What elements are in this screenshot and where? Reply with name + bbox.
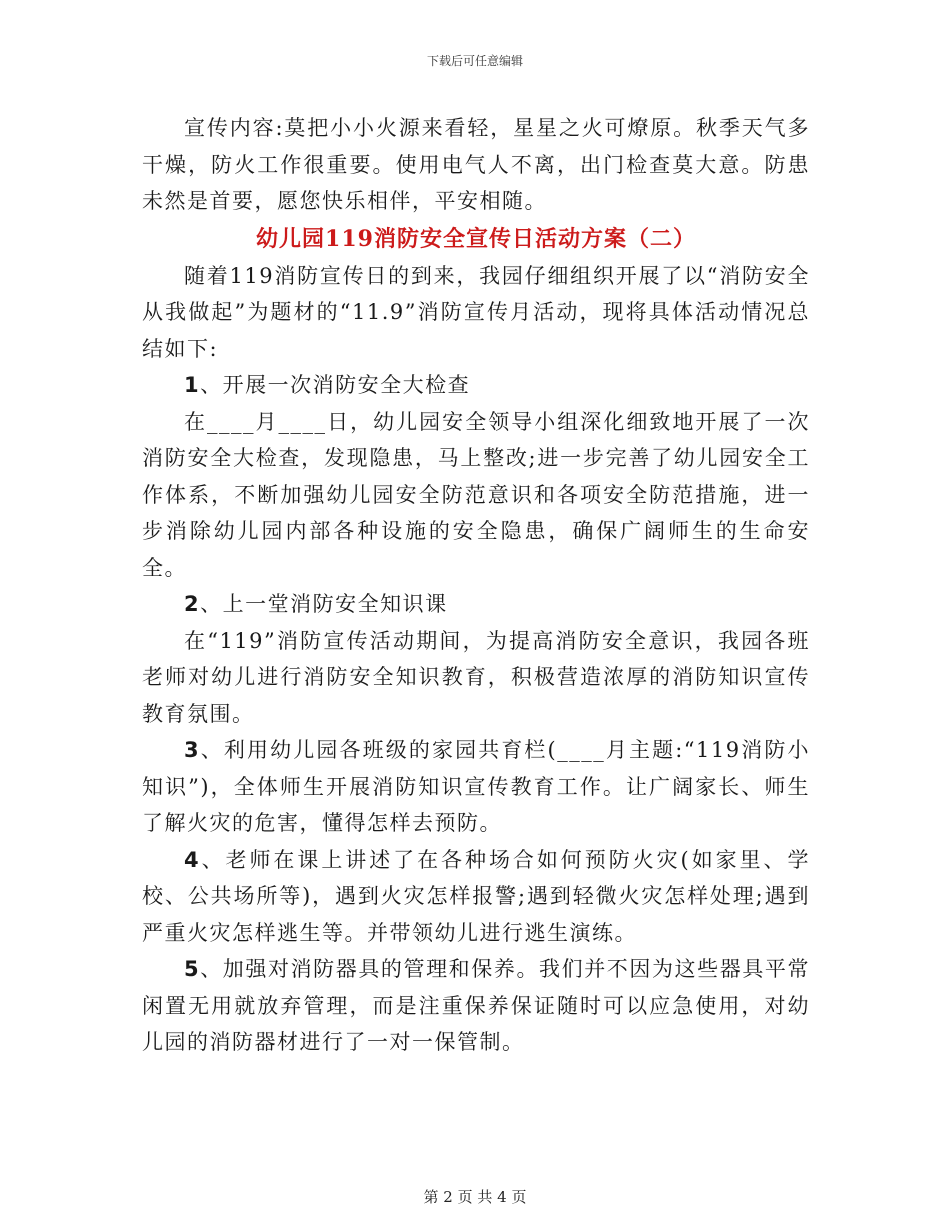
item-5-text: 、加强对消防器具的管理和保养。我们并不因为这些器具平常闲置无用就放弃管理，而是注重保养保证随时可以应急使用，对幼儿园的消防器材进行了一对一保管制。 bbox=[142, 957, 810, 1054]
item-2-heading bbox=[142, 586, 810, 623]
item-1-heading-text: 、开展一次消防安全大检查 bbox=[200, 373, 471, 397]
item-3-text: 、利用幼儿园各班级的家园共育栏(____月主题:“119消防小知识”)，全体师生开展消防知识宣传教育工作。让广阔家长、师生了解火灾的危害，懂得怎样去预防。 bbox=[142, 738, 810, 835]
page-header: 下载后可任意编辑 bbox=[426, 54, 523, 68]
item-3-paragraph bbox=[142, 732, 810, 842]
summary-paragraph: 随着119消防宣传日的到来，我园仔细组织开展了以“消防安全从我做起”为题材的“11.9”消防宣传月活动，现将具体活动情况总结如下: bbox=[142, 263, 810, 361]
item-1-heading bbox=[142, 367, 810, 404]
item-2-paragraph: 在“119”消防宣传活动期间，为提高消防安全意识，我园各班老师对幼儿进行消防安全知识教育，积极营造浓厚的消防知识宣传教育氛围。 bbox=[142, 628, 810, 726]
item-1-number: 1 bbox=[184, 373, 201, 397]
intro-paragraph: 宣传内容:莫把小小火源来看轻，星星之火可燎原。秋季天气多干燥，防火工作很重要。使用电气人不离，出门检查莫大意。防患未然是首要，愿您快乐相伴，平安相随。 bbox=[142, 116, 810, 213]
item-4-text: 、老师在课上讲述了在各种场合如何预防火灾(如家里、学校、公共场所等)，遇到火灾怎样报警;遇到轻微火灾怎样处理;遇到严重火灾怎样逃生等。并带领幼儿进行逃生演练。 bbox=[142, 847, 810, 945]
item-4-paragraph bbox=[142, 842, 810, 952]
item-2-heading-text: 、上一堂消防安全知识课 bbox=[200, 592, 448, 616]
item-2-number: 2 bbox=[184, 592, 201, 616]
item-5-paragraph bbox=[142, 951, 810, 1061]
item-3-number: 3 bbox=[184, 738, 201, 762]
page-number: 第 2 页 共 4 页 bbox=[423, 1188, 527, 1206]
item-5-number: 5 bbox=[184, 957, 201, 981]
item-1-paragraph: 在____月____日，幼儿园安全领导小组深化细致地开展了一次消防安全大检查，发现隐患，马上整改;进一步完善了幼儿园安全工作体系，不断加强幼儿园安全防范意识和各项安全防范措施，进一步消除幼儿园内部各种设施的安全隐患，确保广阔师生的生命安全。 bbox=[142, 409, 810, 580]
item-4-number: 4 bbox=[184, 847, 201, 872]
section-title: 幼儿园119消防安全宣传日活动方案（二） bbox=[256, 225, 696, 252]
document-body bbox=[142, 110, 810, 1061]
